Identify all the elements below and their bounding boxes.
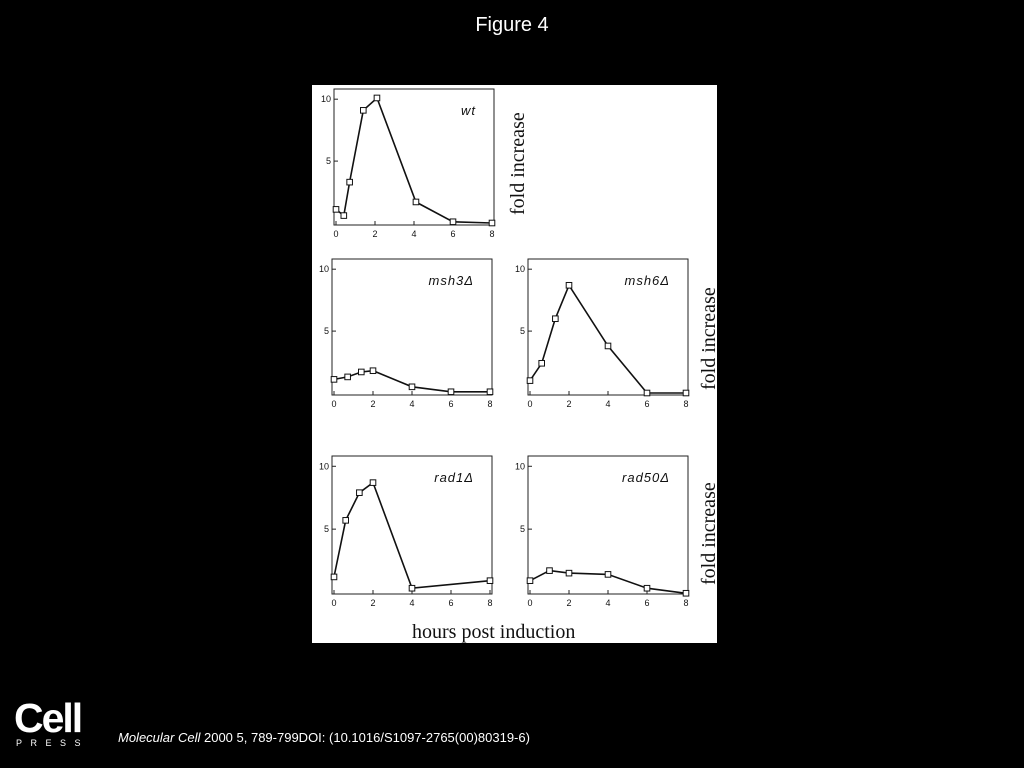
- chart-1-point: [374, 95, 380, 101]
- chart-2-xtick-label: 8: [487, 399, 493, 409]
- chart-2-ytick-label: 10: [318, 264, 329, 275]
- chart-1-point: [347, 179, 353, 185]
- chart-3-ytick-label: 5: [519, 326, 525, 337]
- chart-5-xtick-label: 4: [605, 598, 611, 608]
- chart-3-point: [644, 390, 650, 396]
- chart-1-point: [450, 219, 456, 225]
- logo-sub: PRESS: [16, 738, 90, 748]
- chart-5-point: [644, 585, 650, 591]
- chart-4-point: [487, 578, 493, 584]
- chart-2-point: [359, 369, 365, 375]
- chart-2-point: [409, 384, 415, 390]
- chart-3-point: [566, 282, 572, 288]
- chart-3-title: msh6Δ: [624, 273, 670, 288]
- chart-2-point: [487, 389, 493, 395]
- chart-4-point: [409, 585, 415, 591]
- chart-1-ytick-label: 10: [320, 94, 331, 105]
- chart-5-point: [547, 568, 553, 574]
- chart-4-xtick-label: 4: [409, 598, 415, 608]
- citation-text: 2000 5, 789-799DOI: (10.1016/S1097-2765(00)80319-6): [200, 730, 530, 745]
- chart-4-ytick-label: 5: [323, 524, 329, 535]
- chart-3-xtick-label: 0: [527, 399, 533, 409]
- chart-5-ytick-label: 10: [514, 461, 525, 472]
- chart-3-point: [553, 316, 559, 322]
- chart-3-series-line: [530, 285, 686, 393]
- figure-charts: [312, 85, 720, 643]
- chart-4-point: [357, 490, 363, 496]
- chart-2-point: [448, 389, 454, 395]
- chart-4-series-line: [334, 483, 490, 589]
- chart-1-point: [489, 220, 495, 226]
- chart-2-xtick-label: 6: [448, 399, 454, 409]
- chart-4-title: rad1Δ: [434, 470, 474, 485]
- chart-1-xtick-label: 4: [411, 229, 417, 239]
- chart-1-xtick-label: 0: [333, 229, 339, 239]
- chart-1-xtick-label: 8: [489, 229, 495, 239]
- chart-4-point: [331, 574, 337, 580]
- chart-5-title: rad50Δ: [622, 470, 670, 485]
- chart-2-point: [345, 374, 351, 380]
- chart-5-point: [683, 590, 689, 596]
- chart-5-xtick-label: 6: [644, 598, 650, 608]
- chart-4-xtick-label: 2: [370, 598, 376, 608]
- chart-5-point: [527, 578, 533, 584]
- chart-3-xtick-label: 2: [566, 399, 572, 409]
- figure-panel: [312, 85, 720, 643]
- chart-1-point: [341, 213, 347, 219]
- y-axis-label-top: fold increase: [507, 112, 529, 215]
- chart-1-title: wt: [461, 103, 476, 118]
- chart-5-xtick-label: 0: [527, 598, 533, 608]
- chart-2-xtick-label: 2: [370, 399, 376, 409]
- chart-3-point: [605, 343, 611, 349]
- citation-journal: Molecular Cell: [118, 730, 201, 745]
- chart-3-xtick-label: 4: [605, 399, 611, 409]
- chart-4-xtick-label: 6: [448, 598, 454, 608]
- chart-5-ytick-label: 5: [519, 524, 525, 535]
- chart-4-point: [370, 480, 376, 486]
- x-axis-label: hours post induction: [412, 621, 576, 643]
- chart-3-ytick-label: 10: [514, 264, 525, 275]
- chart-5-point: [605, 572, 611, 578]
- chart-1-xtick-label: 2: [372, 229, 378, 239]
- chart-2-xtick-label: 4: [409, 399, 415, 409]
- y-axis-label-bottom: fold increase: [698, 482, 720, 585]
- chart-2-title: msh3Δ: [428, 273, 474, 288]
- logo-word: Cell: [14, 695, 82, 741]
- y-axis-label-middle: fold increase: [698, 287, 720, 390]
- chart-5-xtick-label: 2: [566, 598, 572, 608]
- chart-5-point: [566, 570, 572, 576]
- chart-1-point: [361, 108, 367, 114]
- chart-2-point: [370, 368, 376, 374]
- chart-2-xtick-label: 0: [331, 399, 337, 409]
- slide-title: Figure 4: [475, 14, 549, 36]
- chart-4-ytick-label: 10: [318, 461, 329, 472]
- chart-1-point: [333, 207, 339, 213]
- chart-1-point: [413, 199, 419, 205]
- chart-4-point: [343, 518, 349, 524]
- chart-2-point: [331, 377, 337, 383]
- chart-1-xtick-label: 6: [450, 229, 456, 239]
- chart-3-xtick-label: 6: [644, 399, 650, 409]
- citation: [118, 730, 530, 745]
- chart-2-ytick-label: 5: [323, 326, 329, 337]
- chart-1-ytick-label: 5: [325, 156, 331, 167]
- cell-press-logo: [14, 695, 90, 748]
- chart-3-point: [527, 378, 533, 384]
- chart-3-point: [539, 360, 545, 366]
- chart-5-xtick-label: 8: [683, 598, 689, 608]
- chart-3-point: [683, 390, 689, 396]
- chart-4-xtick-label: 8: [487, 598, 493, 608]
- chart-4-xtick-label: 0: [331, 598, 337, 608]
- chart-3-xtick-label: 8: [683, 399, 689, 409]
